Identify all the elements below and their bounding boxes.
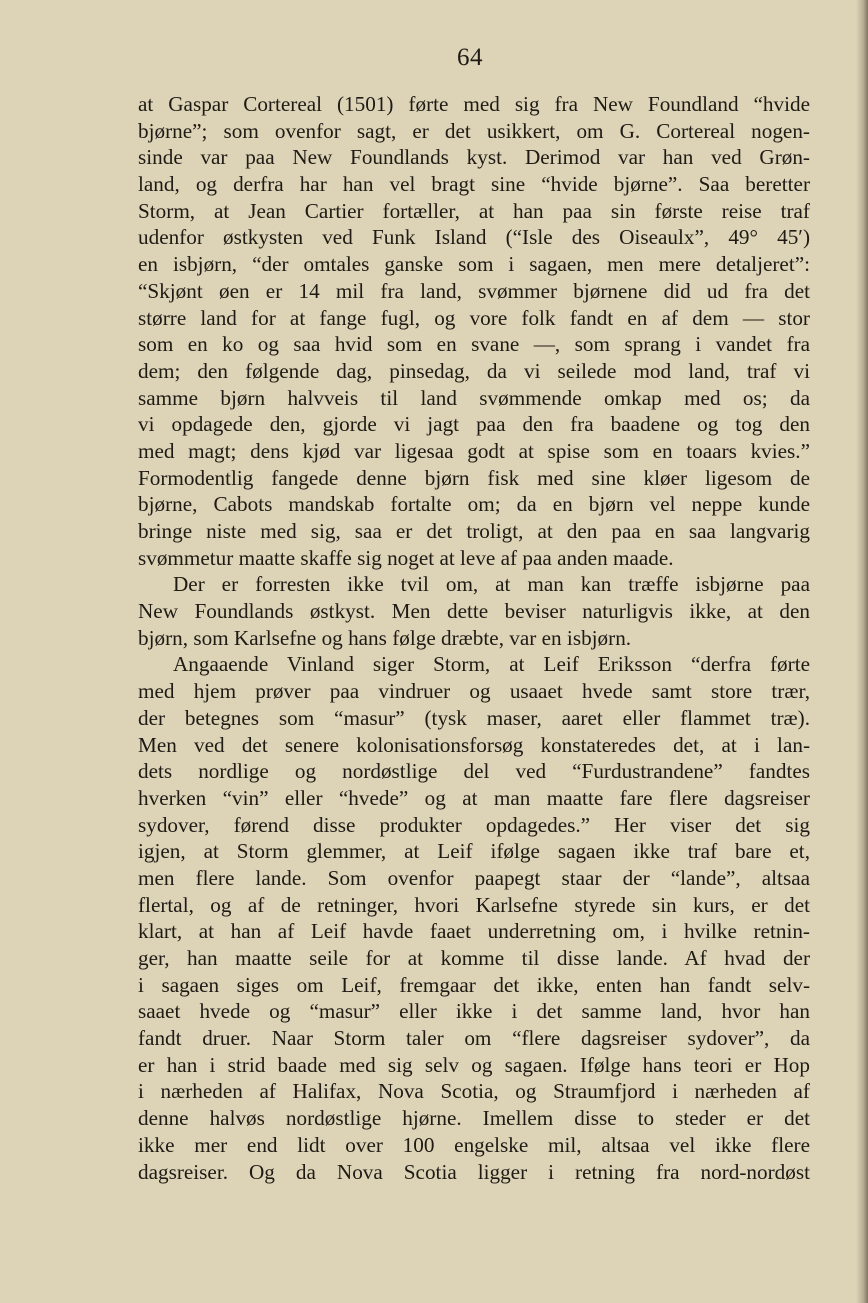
- text-line: denne halvøs nordøstlige hjørne. Imellem disse to steder er det: [138, 1106, 810, 1131]
- text-line: med hjem prøver paa vindruer og usaaet hvede samt store trær,: [138, 679, 810, 704]
- page-edge-shadow: [856, 0, 868, 1303]
- text-line: udenfor østkysten ved Funk Island (“Isle des Oiseaulx”, 49° 45′): [138, 225, 810, 250]
- text-line: flertal, og af de retninger, hvori Karlsefne styrede sin kurs, er det: [138, 892, 810, 917]
- text-line: ger, han maatte seile for at komme til disse lande. Af hvad der: [138, 946, 810, 970]
- text-line: der betegnes som “masur” (tysk maser, aaret eller flammet træ).: [138, 705, 810, 730]
- text-line: bjørne, Cabots mandskab fortalte om; da en bjørn vel neppe kunde: [138, 492, 810, 517]
- text-line: “Skjønt øen er 14 mil fra land, svømmer bjørnene did ud fra det: [138, 278, 810, 303]
- text-line: bringe niste med sig, saa er det troligt, at den paa en saa langvarig: [138, 519, 810, 543]
- paragraph-start-line: Der er forresten ikke tvil om, at man kan træffe isbjørne paa: [173, 572, 810, 597]
- text-line: hverken “vin” eller “hvede” og at man maatte fare flere dagsreiser: [138, 785, 810, 810]
- text-line: i nærheden af Halifax, Nova Scotia, og Straumfjord i nærheden af: [138, 1079, 810, 1104]
- text-line: dets nordlige og nordøstlige del ved “Furdustrandene” fandtes: [138, 759, 810, 784]
- text-line: er han i strid baade med sig selv og sagaen. Ifølge hans teori er Hop: [138, 1052, 810, 1077]
- text-line: land, og derfra har han vel bragt sine “hvide bjørne”. Saa beretter: [138, 172, 810, 197]
- text-line: New Foundlands østkyst. Men dette beviser naturligvis ikke, at den: [138, 599, 810, 624]
- text-line: at Gaspar Cortereal (1501) førte med sig fra New Foundland “hvide: [138, 92, 810, 116]
- text-line: saaet hvede og “masur” eller ikke i det samme land, hvor han: [138, 999, 810, 1024]
- paragraph-start-line: Angaaende Vinland siger Storm, at Leif Eriksson “derfra førte: [173, 652, 810, 677]
- text-line: dem; den følgende dag, pinsedag, da vi seilede mod land, traf vi: [138, 358, 810, 383]
- text-line: med magt; dens kjød var ligesaa godt at spise som en toaars kvies.”: [138, 438, 810, 463]
- text-line: ikke mer end lidt over 100 engelske mil, altsaa vel ikke flere: [138, 1132, 810, 1157]
- text-line: vi opdagede den, gjorde vi jagt paa den fra baadene og tog den: [138, 412, 810, 437]
- text-line: fandt druer. Naar Storm taler om “flere dagsreiser sydover”, da: [138, 1026, 810, 1051]
- text-line: bjørn, som Karlsefne og hans følge dræbte, var en isbjørn.: [138, 625, 632, 650]
- text-line: dagsreiser. Og da Nova Scotia ligger i retning fra nord-nordøst: [138, 1159, 810, 1184]
- text-line: Men ved det senere kolonisationsforsøg konstateredes det, at i lan-: [138, 732, 810, 757]
- text-line: Formodentlig fangede denne bjørn fisk med sine kløer ligesom de: [138, 465, 810, 490]
- text-line: sinde var paa New Foundlands kyst. Derimod var han ved Grøn-: [138, 145, 810, 170]
- body-text: [138, 91, 810, 1185]
- text-line: større land for at fange fugl, og vore folk fandt en af dem — stor: [138, 305, 810, 330]
- text-line: klart, at han af Leif havde faaet underretning om, i hvilke retnin-: [138, 919, 810, 944]
- text-line: bjørne”; som ovenfor sagt, er det usikkert, om G. Cortereal nogen-: [138, 118, 810, 143]
- text-line: sydover, førend disse produkter opdagedes.” Her viser det sig: [138, 812, 810, 837]
- page-number: 64: [457, 44, 483, 71]
- text-line: som en ko og saa hvid som en svane —, som sprang i vandet fra: [138, 332, 810, 357]
- text-line: igjen, at Storm glemmer, at Leif ifølge sagaen ikke traf bare et,: [138, 839, 810, 864]
- text-line: en isbjørn, “der omtales ganske som i sagaen, men mere detaljeret”:: [138, 252, 810, 277]
- text-line: svømmetur maatte skaffe sig noget at leve af paa anden maade.: [138, 545, 674, 570]
- text-line: i sagaen siges om Leif, fremgaar det ikke, enten han fandt selv-: [138, 972, 810, 997]
- text-line: men flere lande. Som ovenfor paapegt staar der “lande”, altsaa: [138, 865, 810, 890]
- text-line: Storm, at Jean Cartier fortæller, at han paa sin første reise traf: [138, 198, 810, 223]
- text-line: samme bjørn halvveis til land svømmende omkap med os; da: [138, 385, 810, 410]
